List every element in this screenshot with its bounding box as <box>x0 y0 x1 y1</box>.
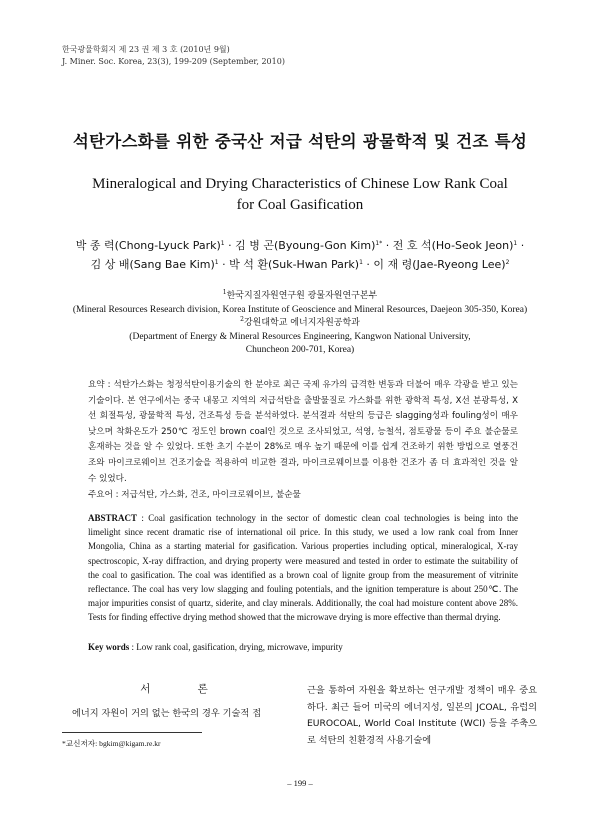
author-separator: · <box>362 258 374 271</box>
page-number: – 199 – <box>287 778 313 788</box>
author-list <box>40 236 560 274</box>
keywords-english <box>88 640 518 654</box>
keywords-korean-label: 주요어 : <box>88 490 122 500</box>
title-korean: 석탄가스화를 위한 중국산 저급 석탄의 광물학적 및 건조 특성 <box>72 132 528 151</box>
intro-paragraph-right: 근을 통하여 자원을 확보하는 연구개발 정책이 매우 중요하다. 최근 들어 미국의 에너지성, 일본의 JCOAL, 유럽의 EUROCOAL, World Coal Institute (WCI) 등을 주축으로 석탄의 친환경적 사용기술에 <box>307 685 537 746</box>
affiliation-2-en-line-2: Chuncheon 200-701, Korea) <box>245 345 355 355</box>
keywords-english-text: : Low rank coal, gasification, drying, microwave, impurity <box>129 642 343 652</box>
affiliation-2-ko <box>40 317 560 331</box>
abstract-english-text: : Coal gasification technology in the sector of domestic clean coal technologies is being into the limelight since recent dramatic rise of international oil price. In this study, we used a low rank coal from Inner Mongolia, China as a starting material for gasification. Various properties including optical, mineralogical, X-ray spectroscopic, X-ray diffraction, and drying property were measured and tested in order to estimate the suitability of the coal to gasification. The coal was identified as a brown coal of lignite group from the measurement of vitrinite reflectance. The coal has very low slagging and fouling potentials, and the ignition temperature is about 250℃. The major impurities consist of quartz, siderite, and clay minerals. Additionally, the coal had moisture content above 28%. Tests for finding effective drying method showed that the microwave drying is more effective than thermal drying. <box>88 513 518 623</box>
abstract-korean <box>88 378 518 487</box>
corresponding-author-footnote: *교신저자: bgkim@kigam.re.kr <box>62 739 161 748</box>
author-line-2 <box>40 255 560 274</box>
author-separator: · <box>224 239 236 252</box>
author-name: 박 종 력(Chong-Lyuck Park) <box>75 239 221 252</box>
author-affiliation-mark: 1 <box>214 259 219 266</box>
author-name: 이 재 령(Jae-Ryeong Lee) <box>373 258 506 271</box>
author-name: 김 병 곤(Byoung-Gon Kim) <box>235 239 376 252</box>
journal-header-en: J. Miner. Soc. Korea, 23(3), 199-209 (September, 2010) <box>62 57 285 66</box>
author-name: 전 호 석(Ho-Seok Jeon) <box>392 239 514 252</box>
abstract-korean-text: 석탄가스화는 청정석탄이용기술의 한 분야로 최근 국제 유가의 급격한 변동과 더불어 매우 각광을 받고 있는 기술이다. 본 연구에서는 중국 내몽고 지역의 저급석탄을 출발물질로 가스화를 위한 광학적 특성, X선 분광특성, X선 회절특성, 광물학적 특성, 건조특성 등을 분석하였다. 분석결과 석탄의 등급은 slagging성과 fouling성이 매우 낮으며 착화온도가 250℃ 정도인 brown coal인 것으로 조사되었고, 석영, 능철석, 점토광물 등이 주요 불순물로 혼재하는 것을 알 수 있었다. 또한 초기 수분이 28%로 매우 높기 때문에 이를 쉽게 건조하기 위한 방법으로 열풍건조와 마이크로웨이브 건조기술을 적용하여 비교한 결과, 마이크로웨이브를 이용한 건조가 좀 더 효과적인 것을 알 수 있었다. <box>88 380 518 484</box>
affiliation-1-ko-text: 한국지질자원연구원 광물자원연구본부 <box>226 291 378 301</box>
author-affiliation-mark: 1* <box>375 240 383 247</box>
keywords-korean-text: 저급석탄, 가스화, 건조, 마이크로웨이브, 불순물 <box>121 490 301 500</box>
author-line-1 <box>40 236 560 255</box>
author-name: 김 상 배(Sang Bae Kim) <box>90 258 215 271</box>
affiliation-mark: 1 <box>222 289 227 296</box>
intro-paragraph-left: 에너지 자원이 거의 없는 한국의 경우 기술적 접 <box>72 708 262 719</box>
author-affiliation-mark: 1 <box>359 259 363 266</box>
affiliation-2-ko-text: 강원대학교 에너지자원공학과 <box>243 318 360 328</box>
journal-header <box>62 44 285 68</box>
abstract-english-label: ABSTRACT <box>88 513 138 523</box>
abstract-english <box>88 511 518 625</box>
author-affiliation-mark: 1 <box>513 240 518 247</box>
affiliation-1-ko <box>40 290 560 304</box>
journal-header-ko: 한국광물학회지 제 23 권 제 3 호 (2010년 9월) <box>62 45 230 54</box>
keywords-english-label: Key words <box>88 642 130 652</box>
author-affiliation-mark: 1 <box>220 240 225 247</box>
author-name: 박 석 환(Suk-Hwan Park) <box>229 258 360 271</box>
author-separator: · <box>382 239 393 252</box>
affiliations <box>40 290 560 358</box>
footnote-divider <box>62 732 202 733</box>
affiliation-2-en-line-1: (Department of Energy & Mineral Resources Engineering, Kangwon National University, <box>129 331 471 342</box>
author-affiliation-mark: 2 <box>505 259 510 266</box>
keywords-korean <box>88 488 518 502</box>
author-separator: · <box>517 239 525 252</box>
section-heading-introduction: 서 론 <box>140 683 230 695</box>
affiliation-mark: 2 <box>240 316 244 323</box>
title-english: Mineralogical and Drying Characteristics of Chinese Low Rank Coal for Coal Gasification <box>92 176 508 213</box>
abstract-korean-label: 요약 : <box>88 380 114 390</box>
author-separator: · <box>218 258 230 271</box>
left-column <box>62 680 286 722</box>
affiliation-1-en: (Mineral Resources Research division, Korea Institute of Geoscience and Mineral Resources, Daejeon 305-350, Korea) <box>72 304 528 315</box>
